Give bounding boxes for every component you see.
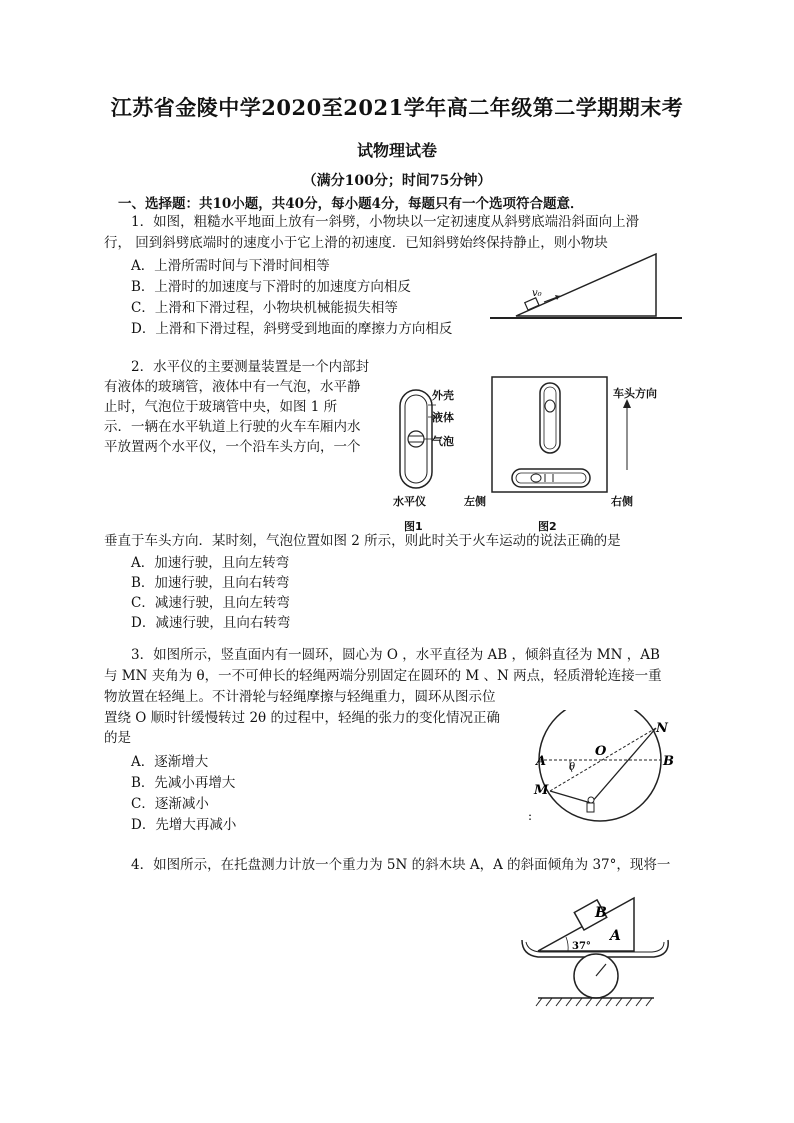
fig1-caption: 图1 [404, 520, 423, 533]
q3-option-a: A．逐渐增大 [131, 754, 209, 770]
shell-label: 外壳 [432, 389, 454, 402]
block-b-label: B [595, 905, 607, 921]
q2-text-line6: 垂直于车头方向．某时刻，气泡位置如图 2 所示，则此时关于火车运动的说法正确的是 [104, 533, 621, 549]
wedge-a-label: A [610, 928, 621, 944]
q2-option-a: A．加速行驶，且向左转弯 [131, 555, 290, 571]
q2-option-d: D．减速行驶，且向右转弯 [131, 615, 291, 631]
q4-scale-figure [518, 890, 673, 1010]
center-o-label: O [595, 744, 607, 759]
page-subtitle: 试物理试卷 [356, 141, 437, 160]
v0-label: v₀ [532, 288, 542, 299]
vertical-bubble [545, 400, 555, 412]
wedge-shape [516, 254, 656, 316]
q3-text-line5: 的是 [104, 730, 131, 746]
q1-option-a: A．上滑所需时间与下滑时间相等 [131, 258, 330, 274]
pulley [588, 797, 594, 803]
point-m-label: M [534, 783, 549, 798]
light-rope [550, 728, 656, 803]
q2-text-line5: 平放置两个水平仪，一个沿车头方向，一个 [104, 439, 361, 455]
weight [587, 803, 594, 812]
direction-label: 车头方向 [613, 387, 657, 400]
left-side-label: 左侧 [464, 495, 486, 508]
q1-option-d: D．上滑和下滑过程，斜劈受到地面的摩擦力方向相反 [131, 321, 453, 337]
stray-colon: : [528, 809, 533, 823]
liquid-label: 液体 [432, 411, 454, 424]
right-side-label: 右侧 [611, 495, 633, 508]
q1-text-line1: 1．如图，粗糙水平地面上放有一斜劈，小物块以一定初速度从斜劈底端沿斜面向上滑 [131, 214, 640, 230]
page-title: 江苏省金陵中学2020至2021学年高二年级第二学期期末考 [110, 95, 684, 120]
q2-text-line4: 示．一辆在水平轨道上行驶的火车车厢内水 [104, 419, 361, 435]
section-heading: 一、选择题：共10小题，共40分，每小题4分，每题只有一个选项符合题意． [118, 196, 584, 212]
q3-text-line2: 与 MN 夹角为 θ，一不可伸长的轻绳两端分别固定在圆环的 M 、N 两点，轻质滑轮连接一重 [104, 668, 662, 684]
q2-text-line2: 有液体的玻璃管，液体中有一气泡，水平静 [104, 379, 361, 395]
q3-text-line4: 置绕 O 顺时针缓慢转过 2θ 的过程中，轻绳的张力的变化情况正确 [104, 710, 500, 726]
q3-option-b: B．先减小再增大 [131, 775, 236, 791]
ring [539, 710, 661, 821]
q2-option-b: B．加速行驶，且向右转弯 [131, 575, 290, 591]
level-label: 水平仪 [393, 495, 426, 508]
ground-hatch [536, 998, 652, 1006]
q2-text-line3: 止时，气泡位于玻璃管中央，如图 1 所 [104, 399, 338, 415]
q2-text-line1: 2．水平仪的主要测量装置是一个内部封 [131, 359, 370, 375]
q1-wedge-figure [486, 246, 686, 332]
q3-option-d: D．先增大再减小 [131, 817, 237, 833]
point-n-label: N [656, 721, 668, 736]
fig2-caption: 图2 [538, 520, 557, 533]
q3-option-c: C．逐渐减小 [131, 796, 209, 812]
bubble-label: 气泡 [432, 435, 454, 448]
q3-text-line3: 物放置在轻绳上。不计滑轮与轻绳摩擦与轻绳重力，圆环从图示位 [104, 689, 496, 705]
q2-option-c: C．减速行驶，且向左转弯 [131, 595, 290, 611]
q4-text-line1: 4．如图所示，在托盘测力计放一个重力为 5N 的斜木块 A，A 的斜面倾角为 37°，现将一 [131, 857, 671, 873]
q1-option-c: C．上滑和下滑过程，小物块机械能损失相等 [131, 300, 398, 316]
q3-text-line1: 3．如图所示，竖直面内有一圆环，圆心为 O ，水平直径为 AB ，倾斜直径为 MN ，AB [131, 647, 660, 663]
q2-fig1-level [390, 378, 470, 538]
point-a-label: A [536, 754, 547, 769]
exam-info: （满分100分；时间75分钟） [302, 173, 492, 189]
angle-label: 37° [572, 941, 591, 952]
small-block [525, 298, 539, 310]
theta-label: θ [569, 762, 576, 773]
point-b-label: B [663, 754, 674, 769]
q1-option-b: B．上滑时的加速度与下滑时的加速度方向相反 [131, 279, 411, 295]
q1-text-line2: 行， 回到斜劈底端时的速度小于它上滑的初速度．已知斜劈始终保持静止，则小物块 [104, 235, 608, 251]
bubble-circle [408, 431, 424, 447]
horizontal-bubble [531, 474, 541, 482]
q3-ring-figure [528, 710, 688, 835]
